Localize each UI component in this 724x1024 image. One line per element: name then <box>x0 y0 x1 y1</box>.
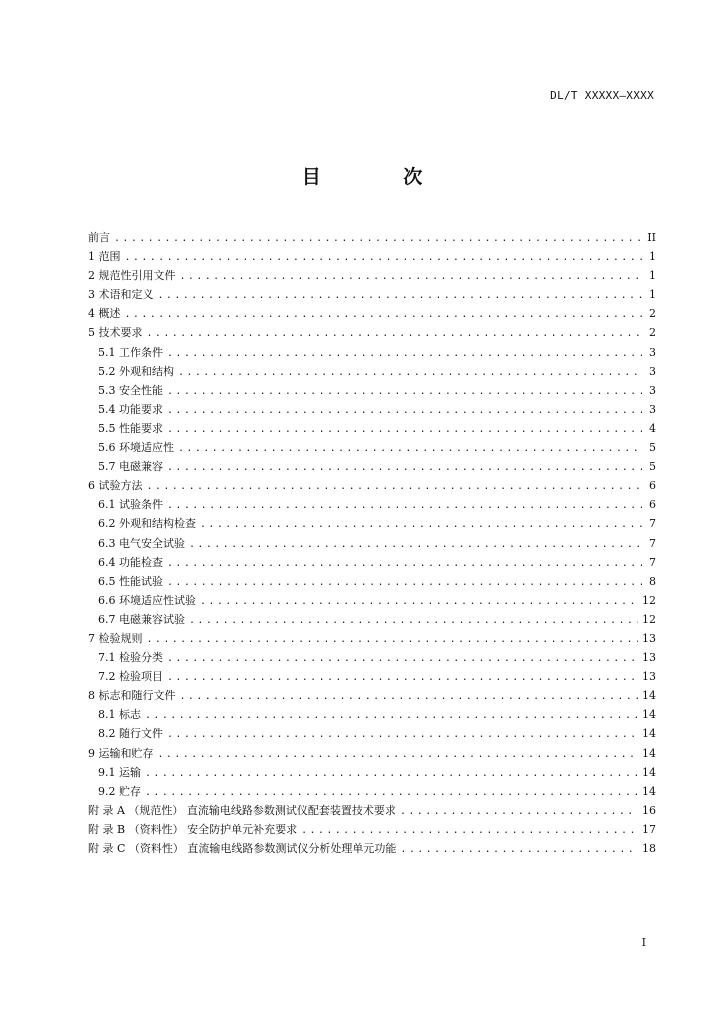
page-title: 目 次 <box>301 166 461 188</box>
toc-entry-page: 2 <box>649 326 656 340</box>
toc-entry[interactable] <box>88 343 656 362</box>
toc-entry-label: 5.5 性能要求 <box>98 421 163 435</box>
toc-leader-dots <box>178 439 642 458</box>
toc-entry-label: 1 范围 <box>88 250 121 264</box>
toc-entry-label: 8.1 标志 <box>98 708 141 722</box>
toc-entry[interactable] <box>88 782 656 801</box>
toc-entry-label: 6.3 电气安全试验 <box>98 536 185 550</box>
toc-entry[interactable] <box>88 285 656 304</box>
toc-entry-page: 14 <box>642 689 656 703</box>
toc-entry[interactable] <box>88 362 656 381</box>
toc-leader-dots <box>125 248 643 267</box>
toc-entry[interactable] <box>88 591 656 610</box>
toc-leader-dots <box>189 611 638 630</box>
toc-leader-dots <box>167 668 638 687</box>
toc-entry-page: 14 <box>642 784 656 798</box>
toc-entry-label: 前言 <box>88 231 110 244</box>
toc-leader-dots <box>167 458 642 477</box>
toc-entry[interactable] <box>88 476 656 495</box>
toc-entry-label: 6.2 外观和结构检查 <box>98 517 196 531</box>
toc-entry-page: II <box>647 231 656 244</box>
toc-entry-label: 9.2 贮存 <box>98 784 141 798</box>
toc-entry-label: 5.2 外观和结构 <box>98 364 174 378</box>
toc-entry-page: 3 <box>649 402 656 416</box>
toc-entry-page: 3 <box>649 364 656 378</box>
toc-leader-dots <box>400 802 638 821</box>
toc-entry-label: 4 概述 <box>88 307 121 321</box>
toc-entry-page: 17 <box>642 822 656 836</box>
toc-entry[interactable] <box>88 705 656 724</box>
toc-entry[interactable] <box>88 381 656 400</box>
toc-leader-dots <box>125 305 643 324</box>
toc-leader-dots <box>178 363 642 382</box>
toc-entry[interactable] <box>88 648 656 667</box>
toc-entry-label: 5.6 环境适应性 <box>98 441 174 455</box>
footer-page-number: I <box>641 936 646 949</box>
toc-entry-page: 13 <box>642 631 656 645</box>
toc-entry-page: 12 <box>642 593 656 607</box>
toc-leader-dots <box>167 401 642 420</box>
toc-entry-page: 1 <box>649 269 656 283</box>
toc-entry-page: 13 <box>642 651 656 665</box>
toc-leader-dots <box>114 229 642 248</box>
toc-leader-dots <box>167 382 642 401</box>
toc-entry-page: 7 <box>649 536 656 550</box>
toc-entry-label: 3 术语和定义 <box>88 288 154 302</box>
toc-entry[interactable] <box>88 553 656 572</box>
toc-leader-dots <box>147 477 643 496</box>
toc-entry[interactable] <box>88 820 656 839</box>
toc-entry-page: 14 <box>642 727 656 741</box>
toc-entry[interactable] <box>88 247 656 266</box>
toc-entry-label: 9.1 运输 <box>98 765 141 779</box>
toc-entry-label: 5.1 工作条件 <box>98 345 163 359</box>
toc-entry[interactable] <box>88 514 656 533</box>
toc-entry-page: 2 <box>649 307 656 321</box>
toc-entry[interactable] <box>88 534 656 553</box>
toc-leader-dots <box>147 630 639 649</box>
toc-entry-page: 12 <box>642 612 656 626</box>
toc-entry-label: 6 试验方法 <box>88 479 143 493</box>
toc-entry-label: 5.4 功能要求 <box>98 402 163 416</box>
toc-leader-dots <box>167 420 642 439</box>
toc-leader-dots <box>400 840 638 859</box>
toc-entry-page: 1 <box>649 288 656 302</box>
toc-leader-dots <box>158 286 643 305</box>
toc-entry[interactable] <box>88 304 656 323</box>
toc-entry-page: 1 <box>649 250 656 264</box>
toc-leader-dots <box>167 496 642 515</box>
toc-entry-label: 6.1 试验条件 <box>98 498 163 512</box>
toc-entry[interactable] <box>88 228 656 247</box>
toc-entry[interactable] <box>88 724 656 743</box>
toc-leader-dots <box>301 821 638 840</box>
toc-leader-dots <box>180 687 639 706</box>
toc-entry-page: 14 <box>642 746 656 760</box>
toc-entry-page: 6 <box>649 479 656 493</box>
toc-leader-dots <box>147 324 643 343</box>
toc-leader-dots <box>167 344 642 363</box>
toc-leader-dots <box>167 554 642 573</box>
toc-entry-label: 附 录 B （资料性） 安全防护单元补充要求 <box>88 822 298 836</box>
toc-leader-dots <box>167 573 642 592</box>
toc-entry-page: 3 <box>649 383 656 397</box>
toc-leader-dots <box>145 764 638 783</box>
toc-entry-label: 6.7 电磁兼容试验 <box>98 612 185 626</box>
toc-entry-label: 6.5 性能试验 <box>98 574 163 588</box>
toc-entry-page: 7 <box>649 555 656 569</box>
toc-entry-label: 7 检验规则 <box>88 631 143 645</box>
toc-entry-label: 7.2 检验项目 <box>98 670 163 684</box>
toc-entry[interactable] <box>88 266 656 285</box>
toc-entry-label: 9 运输和贮存 <box>88 746 154 760</box>
toc-entry-page: 18 <box>642 842 656 855</box>
toc-entry-label: 6.6 环境适应性试验 <box>98 593 196 607</box>
toc-entry[interactable] <box>88 400 656 419</box>
toc-leader-dots <box>189 535 642 554</box>
toc-entry-page: 8 <box>649 574 656 588</box>
toc-entry-label: 8 标志和随行文件 <box>88 689 176 703</box>
toc-entry-label: 附 录 C （资料性） 直流输电线路参数测试仪分析处理单元功能 <box>88 842 397 855</box>
document-code: DL/T XXXXX—XXXX <box>550 89 654 102</box>
toc-entry-label: 2 规范性引用文件 <box>88 269 176 283</box>
toc-entry-label: 5.3 安全性能 <box>98 383 163 397</box>
table-of-contents <box>88 228 656 858</box>
toc-entry-page: 13 <box>642 670 656 684</box>
toc-entry[interactable] <box>88 438 656 457</box>
toc-entry-label: 附 录 A （规范性） 直流输电线路参数测试仪配套装置技术要求 <box>88 803 396 817</box>
toc-entry[interactable] <box>88 801 656 820</box>
toc-entry[interactable] <box>88 495 656 514</box>
toc-leader-dots <box>200 515 642 534</box>
toc-entry-label: 7.1 检验分类 <box>98 651 163 665</box>
toc-entry-page: 4 <box>649 421 656 435</box>
toc-entry-label: 5 技术要求 <box>88 326 143 340</box>
toc-leader-dots <box>145 706 638 725</box>
toc-leader-dots <box>200 592 638 611</box>
toc-entry-page: 16 <box>642 803 656 817</box>
toc-entry-label: 8.2 随行文件 <box>98 727 163 741</box>
toc-leader-dots <box>145 783 638 802</box>
toc-entry[interactable] <box>88 419 656 438</box>
toc-entry[interactable] <box>88 839 656 858</box>
toc-entry-label: 5.7 电磁兼容 <box>98 460 163 474</box>
toc-entry-page: 5 <box>649 460 656 474</box>
toc-entry-page: 7 <box>649 517 656 531</box>
toc-leader-dots <box>180 267 643 286</box>
toc-entry[interactable] <box>88 457 656 476</box>
toc-entry[interactable] <box>88 572 656 591</box>
toc-entry-page: 3 <box>649 345 656 359</box>
toc-entry[interactable] <box>88 323 656 342</box>
toc-entry-page: 14 <box>642 765 656 779</box>
toc-entry[interactable] <box>88 629 656 648</box>
toc-entry[interactable] <box>88 667 656 686</box>
toc-entry[interactable] <box>88 610 656 629</box>
toc-leader-dots <box>167 725 638 744</box>
toc-entry[interactable] <box>88 744 656 763</box>
toc-entry-page: 14 <box>642 708 656 722</box>
toc-entry-page: 6 <box>649 498 656 512</box>
toc-entry-label: 6.4 功能检查 <box>98 555 163 569</box>
toc-entry[interactable] <box>88 763 656 782</box>
toc-leader-dots <box>158 745 639 764</box>
toc-leader-dots <box>167 649 638 668</box>
toc-entry-page: 5 <box>649 441 656 455</box>
toc-entry[interactable] <box>88 686 656 705</box>
